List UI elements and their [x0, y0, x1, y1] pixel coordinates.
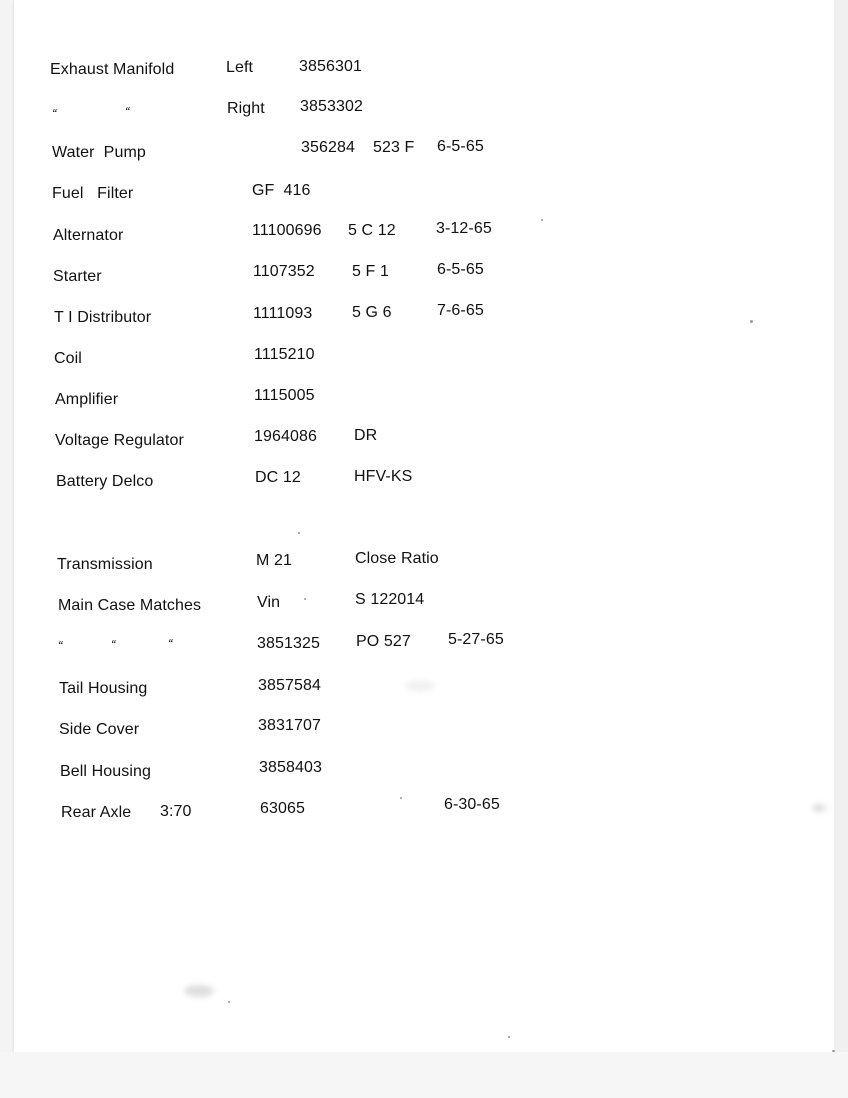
- scan-speck: [228, 1001, 230, 1003]
- scan-speck: [541, 219, 543, 221]
- ditto-mark: “: [58, 638, 63, 653]
- row-label: Voltage Regulator: [55, 432, 184, 449]
- scan-smudge: [812, 804, 826, 812]
- row-part-number: 1964086: [254, 428, 317, 445]
- row-label: Rear Axle: [61, 804, 132, 821]
- row-part-number: 3858403: [259, 759, 322, 776]
- row-date: 6-5-65: [437, 261, 484, 278]
- row-date: 6-30-65: [444, 796, 500, 813]
- scan-edge-bottom: [0, 1052, 848, 1098]
- scan-speck: [508, 1036, 510, 1038]
- row-part-number: 11100696: [252, 222, 322, 239]
- ditto-mark: “: [52, 106, 57, 121]
- row-casting-code: DR: [354, 427, 378, 444]
- row-part-number: 1115210: [254, 346, 315, 363]
- scan-speck: [304, 598, 306, 600]
- row-date: 3-12-65: [436, 220, 492, 237]
- row-label: Alternator: [53, 227, 124, 244]
- ditto-mark: “: [125, 104, 130, 119]
- row-part-number: 3851325: [257, 635, 320, 652]
- row-label: Amplifier: [55, 391, 119, 408]
- row-label: Battery Delco: [56, 473, 154, 490]
- scan-speck: [400, 797, 402, 799]
- scan-speck: [832, 1050, 835, 1052]
- ditto-mark: “: [168, 636, 173, 651]
- row-part-number: Vin: [257, 594, 281, 611]
- scan-smudge: [405, 680, 435, 692]
- row-date: 6-5-65: [437, 138, 484, 155]
- row-part-number: 1107352: [253, 263, 315, 280]
- row-part-number: 1111093: [253, 305, 313, 322]
- row-casting-code: 523 F: [373, 139, 415, 156]
- row-part-number: GF 416: [252, 182, 311, 199]
- scan-speck: [750, 320, 753, 323]
- row-label: Water Pump: [52, 144, 146, 161]
- row-label: Exhaust Manifold: [50, 61, 175, 78]
- row-casting-code: 5 C 12: [348, 222, 396, 239]
- row-side: Right: [227, 100, 265, 117]
- row-casting-code: S 122014: [355, 591, 425, 608]
- row-label: T I Distributor: [54, 309, 152, 326]
- row-casting-code: HFV-KS: [354, 468, 413, 485]
- row-label: Bell Housing: [60, 763, 152, 780]
- row-label: Side Cover: [59, 721, 140, 738]
- scan-smudge: [184, 985, 214, 997]
- row-part-number: DC 12: [255, 469, 301, 486]
- row-label: Fuel Filter: [52, 185, 134, 202]
- row-date: 5-27-65: [448, 631, 504, 648]
- row-label: Tail Housing: [59, 680, 148, 697]
- row-casting-code: Close Ratio: [355, 550, 439, 567]
- row-label: Transmission: [57, 556, 153, 573]
- row-part-number: M 21: [256, 552, 292, 569]
- row-casting-code: 5 F 1: [352, 263, 389, 280]
- row-label: Main Case Matches: [58, 597, 202, 614]
- row-side: Left: [226, 59, 254, 76]
- row-part-number: 63065: [260, 800, 305, 817]
- scan-edge-right: [834, 0, 848, 1098]
- row-part-number: 1115005: [254, 387, 315, 404]
- row-casting-code: PO 527: [356, 633, 411, 650]
- row-label: Starter: [53, 268, 102, 285]
- row-axle-ratio: 3:70: [160, 803, 192, 820]
- scan-speck: [298, 532, 300, 534]
- row-part-number: 3831707: [258, 717, 321, 734]
- row-casting-code: 5 G 6: [352, 304, 392, 321]
- row-part-number: 3857584: [258, 677, 321, 694]
- row-part-number: 356284: [301, 139, 355, 156]
- ditto-mark: “: [111, 637, 116, 652]
- row-date: 7-6-65: [437, 302, 484, 319]
- row-part-number: 3856301: [299, 58, 362, 75]
- row-label: Coil: [54, 350, 82, 367]
- row-part-number: 3853302: [300, 98, 363, 115]
